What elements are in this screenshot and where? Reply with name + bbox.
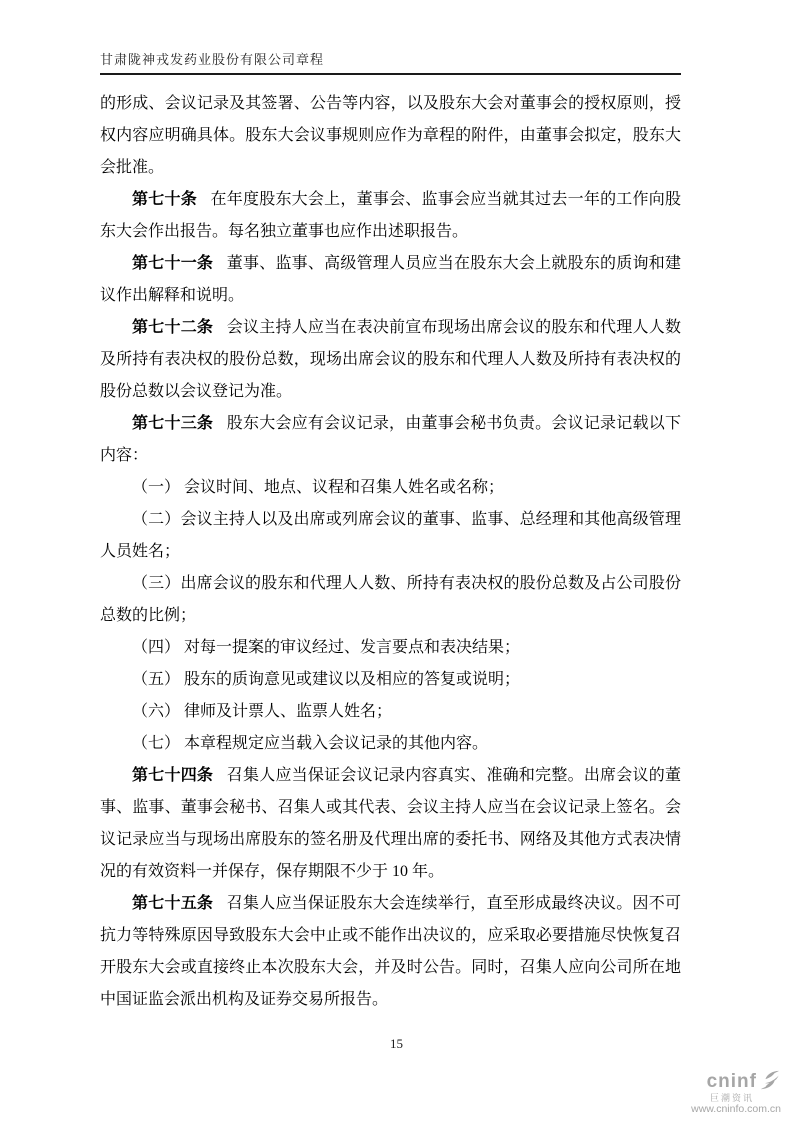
list-item-text: （三）出席会议的股东和代理人人数、所持有表决权的股份总数及占公司股份总数的比例； xyxy=(100,575,681,624)
cninfo-brand-text: cninf xyxy=(706,1070,757,1092)
article-text: 会议主持人应当在表决前宣布现场出席会议的股东和代理人人数及所持有表决权的股份总数，现场出席会议的股东和代理人人数及所持有表决权的股份总数以会议登记为准。 xyxy=(100,319,681,400)
article-71 xyxy=(100,248,681,312)
article-text: 股东大会应有会议记录，由董事会秘书负责。会议记录记载以下内容： xyxy=(100,415,681,464)
cninfo-brand-row xyxy=(691,1070,781,1095)
article-text: 在年度股东大会上，董事会、监事会应当就其过去一年的工作向股东大会作出报告。每名独立董事也应作出述职报告。 xyxy=(100,191,681,240)
list-item-text: （四） 对每一提案的审议经过、发言要点和表决结果； xyxy=(132,639,521,656)
list-item-text: （六） 律师及计票人、监票人姓名； xyxy=(132,703,393,720)
article-number: 第七十五条 xyxy=(132,895,214,912)
article-number: 第七十四条 xyxy=(132,767,214,784)
list-item-7 xyxy=(100,728,681,760)
page-number: 15 xyxy=(390,1036,403,1051)
article-text: 召集人应当保证股东大会连续举行，直至形成最终决议。因不可抗力等特殊原因导致股东大会中止或不能作出决议的，应采取必要措施尽快恢复召开股东大会或直接终止本次股东大会，并及时公告。同时，召集人应向公司所在地中国证监会派出机构及证券交易所报告。 xyxy=(100,895,681,1008)
article-75 xyxy=(100,888,681,1016)
list-item-3 xyxy=(100,568,681,632)
article-text: 召集人应当保证会议记录内容真实、准确和完整。出席会议的董事、监事、董事会秘书、召集人或其代表、会议主持人应当在会议记录上签名。会议记录应当与现场出席股东的签名册及代理出席的委托书、网络及其他方式表决情况的有效资料一并保存，保存期限不少于 10 年。 xyxy=(100,767,681,880)
list-item-1 xyxy=(100,472,681,504)
document-body xyxy=(100,88,681,1016)
list-item-4 xyxy=(100,632,681,664)
list-item-5 xyxy=(100,664,681,696)
article-number: 第七十条 xyxy=(132,191,197,208)
article-73 xyxy=(100,408,681,472)
list-item-2 xyxy=(100,504,681,568)
cninfo-watermark xyxy=(691,1070,781,1116)
paragraph-continuation xyxy=(100,88,681,184)
article-70 xyxy=(100,184,681,248)
article-number: 第七十三条 xyxy=(132,415,214,432)
list-item-text: （一） 会议时间、地点、议程和召集人姓名或名称； xyxy=(132,479,505,496)
list-item-text: （五） 股东的质询意见或建议以及相应的答复或说明； xyxy=(132,671,521,688)
list-item-text: （二）会议主持人以及出席或列席会议的董事、监事、总经理和其他高级管理人员姓名； xyxy=(100,511,681,560)
article-74 xyxy=(100,760,681,888)
article-number: 第七十二条 xyxy=(132,319,214,336)
paragraph-text: 的形成、会议记录及其签署、公告等内容，以及股东大会对董事会的授权原则，授权内容应明确具体。股东大会议事规则应作为章程的附件，由董事会拟定，股东大会批准。 xyxy=(100,95,681,176)
cninfo-chinese-name: 巨潮资讯 xyxy=(709,1092,754,1103)
list-item-text: （七） 本章程规定应当载入会议记录的其他内容。 xyxy=(132,735,489,752)
article-text: 董事、监事、高级管理人员应当在股东大会上就股东的质询和建议作出解释和说明。 xyxy=(100,255,681,304)
document-title: 甘肃陇神戎发药业股份有限公司章程 xyxy=(100,52,325,67)
page-header xyxy=(100,0,681,75)
article-72 xyxy=(100,312,681,408)
cninfo-swirl-icon xyxy=(759,1070,781,1095)
article-number: 第七十一条 xyxy=(132,255,214,272)
list-item-6 xyxy=(100,696,681,728)
cninfo-url: www.cninfo.com.cn xyxy=(691,1103,781,1116)
